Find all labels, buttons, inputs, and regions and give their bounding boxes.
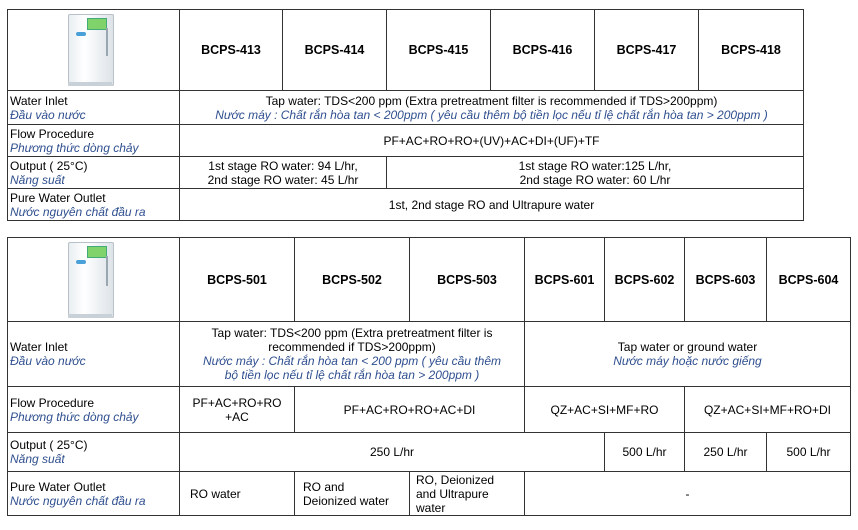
row-label <box>8 189 180 221</box>
outlet-line: RO and <box>303 479 345 494</box>
spec-table-bcps-500-600 <box>7 237 851 516</box>
product-image-cell <box>8 10 180 91</box>
outlet-line: and Ultrapure <box>416 486 489 501</box>
row-label-en: Pure Water Outlet <box>10 190 106 205</box>
row-label-en: Flow Procedure <box>10 126 95 141</box>
header-row <box>8 10 804 91</box>
header-row <box>8 238 851 322</box>
row-label-en: Water Inlet <box>10 93 68 108</box>
row-label <box>8 322 180 387</box>
output-line: 2nd stage RO water: 60 L/hr <box>519 172 671 187</box>
outlet-value-601-604: - <box>525 472 851 516</box>
water-inlet-value <box>180 91 804 125</box>
outlet-value-503 <box>410 472 525 516</box>
product-image-cell <box>8 238 180 322</box>
value-en: Tap water: TDS<200 ppm (Extra pretreatment filter is <box>211 326 493 340</box>
flow-line: +AC <box>225 409 249 424</box>
water-inlet-row <box>8 322 851 387</box>
flow-procedure-value: PF+AC+RO+RO+(UV)+AC+DI+(UF)+TF <box>180 125 804 157</box>
row-label-vi: Đầu vào nước <box>10 354 86 368</box>
row-label-vi: Đầu vào nước <box>10 107 86 122</box>
row-label-vi: Phương thức dòng chảy <box>10 140 139 155</box>
value-vi: bộ tiền lọc nếu tỉ lệ chất rắn hòa tan > 200ppm ) <box>224 368 480 382</box>
output-value-604: 500 L/hr <box>767 433 851 472</box>
value-en: Tap water or ground water <box>617 340 758 354</box>
outlet-line: RO, Deionized <box>416 472 495 487</box>
model-header: BCPS-413 <box>180 10 283 91</box>
value-vi: Nước máy hoặc nước giếng <box>613 354 762 368</box>
flow-procedure-row <box>8 125 804 157</box>
flow-value-501 <box>180 387 295 433</box>
output-value-415-418 <box>387 157 804 189</box>
water-purifier-image <box>64 12 124 88</box>
output-row <box>8 157 804 189</box>
outlet-value-501: RO water <box>180 472 295 516</box>
row-label-vi: Năng suất <box>10 172 65 187</box>
model-header: BCPS-604 <box>767 238 851 322</box>
output-value-603: 250 L/hr <box>685 433 767 472</box>
row-label-vi: Nước nguyên chất đầu ra <box>10 204 146 219</box>
model-header: BCPS-417 <box>595 10 699 91</box>
model-header: BCPS-415 <box>387 10 491 91</box>
row-label-en: Output ( 25°C) <box>10 438 88 452</box>
output-line: 1st stage RO water: 94 L/hr, <box>208 158 358 173</box>
pure-water-outlet-row <box>8 189 804 221</box>
flow-value-502-503: PF+AC+RO+RO+AC+DI <box>295 387 525 433</box>
model-header: BCPS-418 <box>699 10 804 91</box>
model-header: BCPS-414 <box>283 10 387 91</box>
output-line: 2nd stage RO water: 45 L/hr <box>207 172 359 187</box>
outlet-line: Deionized water <box>303 493 390 508</box>
output-row <box>8 433 851 472</box>
outlet-line: water <box>416 500 446 515</box>
spec-table-bcps-400 <box>7 9 804 221</box>
row-label <box>8 433 180 472</box>
row-label <box>8 125 180 157</box>
water-inlet-value-500 <box>180 322 525 387</box>
flow-line: PF+AC+RO+RO <box>192 395 282 410</box>
model-header: BCPS-501 <box>180 238 295 322</box>
output-value-413-414 <box>180 157 387 189</box>
model-header: BCPS-416 <box>491 10 595 91</box>
model-header: BCPS-502 <box>295 238 410 322</box>
row-label <box>8 387 180 433</box>
pure-water-outlet-row <box>8 472 851 516</box>
row-label-en: Water Inlet <box>10 340 68 354</box>
row-label <box>8 472 180 516</box>
row-label-en: Pure Water Outlet <box>10 479 106 494</box>
model-header: BCPS-601 <box>525 238 605 322</box>
row-label-vi: Năng suất <box>10 452 65 466</box>
water-inlet-value-600 <box>525 322 851 387</box>
row-label-en: Output ( 25°C) <box>10 158 88 173</box>
value-en: recommended if TDS>200ppm) <box>268 340 436 354</box>
row-label-vi: Nước nguyên chất đầu ra <box>10 493 146 508</box>
water-inlet-row <box>8 91 804 125</box>
output-value-602: 500 L/hr <box>605 433 685 472</box>
model-header: BCPS-603 <box>685 238 767 322</box>
model-header: BCPS-602 <box>605 238 685 322</box>
output-line: 1st stage RO water:125 L/hr, <box>518 158 672 173</box>
water-purifier-image <box>64 240 124 320</box>
value-en: Tap water: TDS<200 ppm (Extra pretreatment filter is recommended if TDS>200ppm) <box>265 93 718 108</box>
pure-water-outlet-value: 1st, 2nd stage RO and Ultrapure water <box>180 189 804 221</box>
row-label <box>8 91 180 125</box>
flow-value-603-604: QZ+AC+SI+MF+RO+DI <box>685 387 851 433</box>
value-vi: Nước máy : Chất rắn hòa tan < 200ppm ( yêu cầu thêm bộ tiền lọc nếu tỉ lệ chất rắn hòa tan > 200ppm ) <box>215 107 768 122</box>
value-vi: Nước máy : Chất rắn hòa tan < 200 ppm ( yêu cầu thêm <box>202 354 501 368</box>
row-label-vi: Phương thức dòng chảy <box>10 409 139 424</box>
outlet-value-502 <box>295 472 410 516</box>
model-header: BCPS-503 <box>410 238 525 322</box>
row-label-en: Flow Procedure <box>10 395 95 410</box>
row-label <box>8 157 180 189</box>
output-value-501-503: 250 L/hr <box>180 433 605 472</box>
flow-procedure-row <box>8 387 851 433</box>
flow-value-601-602: QZ+AC+SI+MF+RO <box>525 387 685 433</box>
